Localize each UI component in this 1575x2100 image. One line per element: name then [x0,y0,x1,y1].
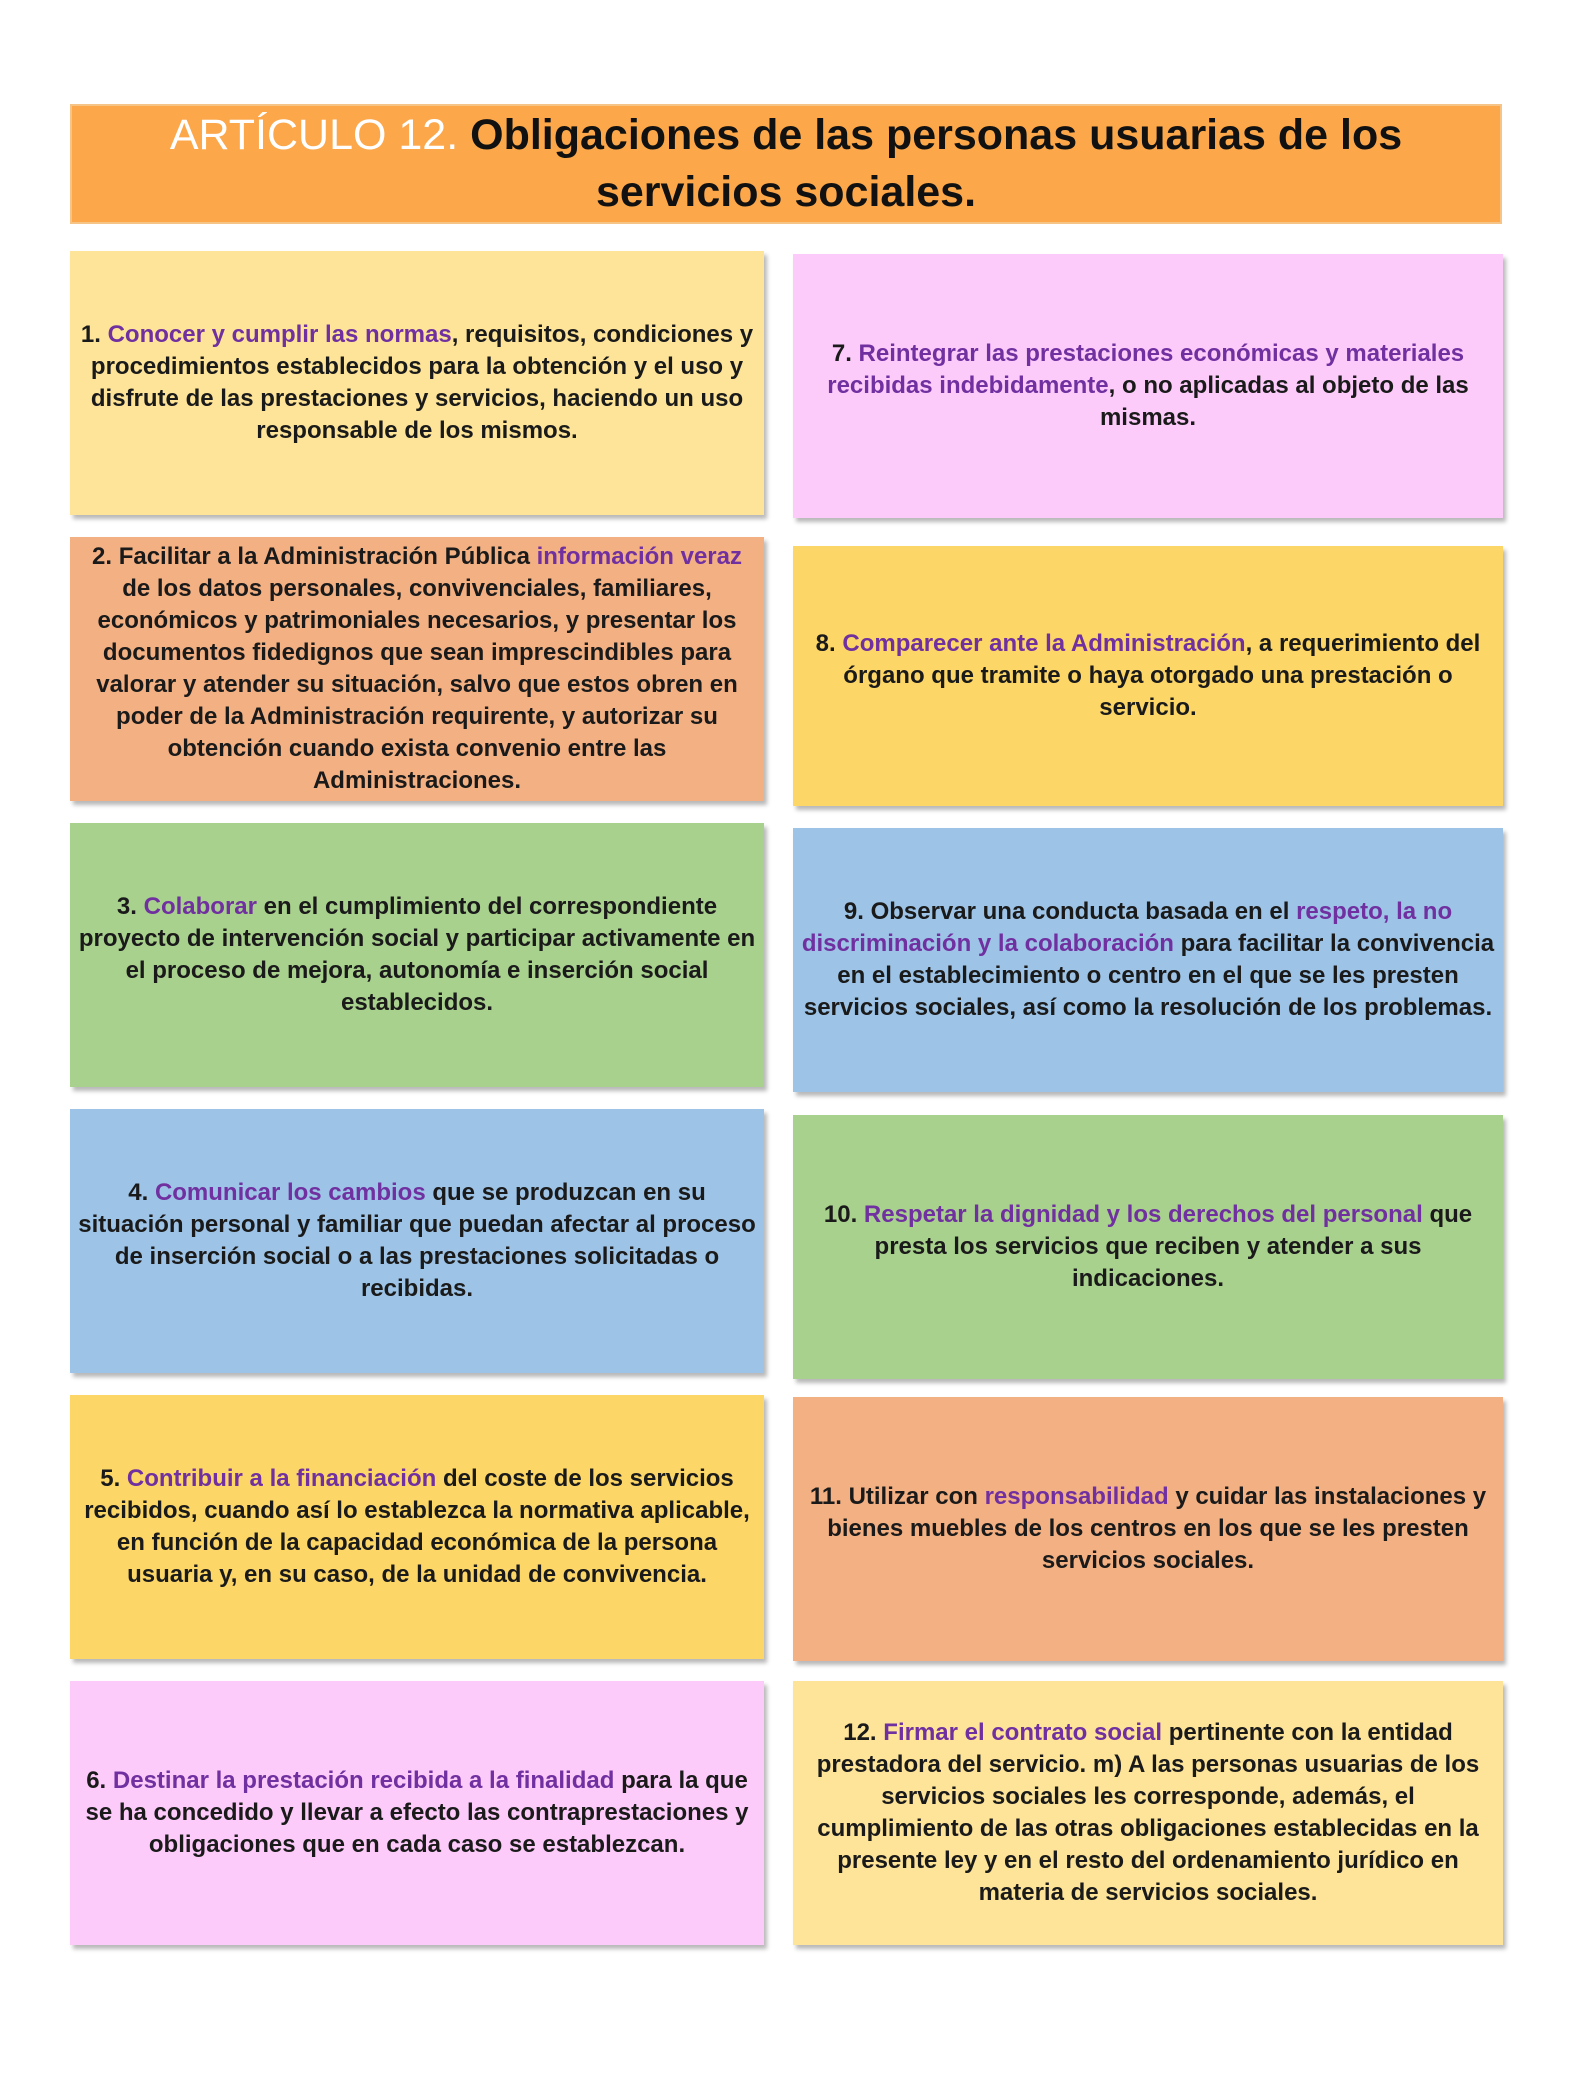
obligation-number: 6. [86,1767,107,1794]
obligation-card-1 [70,251,764,515]
article-title [92,107,1480,221]
obligation-highlight: Firmar el contrato social [883,1719,1163,1746]
article-number: ARTÍCULO 12. [169,111,459,159]
obligation-highlight: Conocer y cumplir las normas [107,321,452,348]
obligation-number: 10. [823,1201,858,1228]
obligation-highlight: Contribuir a la financiación [126,1465,437,1492]
obligation-rest: para facilitar la convivencia en el establecimiento o centro en el que se les presten servicios sociales, así como la resolución de los problemas. [803,930,1495,1021]
obligation-card-9 [793,828,1503,1092]
obligation-intro: Utilizar con [848,1483,978,1510]
obligation-text [801,896,1495,1024]
obligation-text [78,541,756,797]
obligation-highlight: respeto, la no discriminación y la colaboración [801,898,1453,957]
obligation-highlight: Reintegrar las prestaciones económicas y materiales recibidas indebidamente [827,340,1465,399]
obligation-number: 8. [815,630,836,657]
obligation-number: 4. [128,1179,149,1206]
obligation-rest: en el cumplimiento del correspondiente proyecto de intervención social y participar activamente en el proceso de mejora, autonomía e inserción social establecidos. [78,893,756,1016]
obligation-highlight: Destinar la prestación recibida a la finalidad [112,1767,615,1794]
obligation-text [801,628,1495,724]
obligation-rest: para la que se ha concedido y llevar a efecto las contraprestaciones y obligaciones que en cada caso se establezcan. [85,1767,749,1858]
obligation-card-3 [70,823,764,1087]
obligation-intro: Observar una conducta basada en el [870,898,1290,925]
obligation-card-4 [70,1109,764,1373]
obligation-number: 3. [116,893,137,920]
obligation-highlight: Comparecer ante la Administración [842,630,1246,657]
obligation-card-7 [793,254,1503,518]
obligation-number: 11. [809,1483,842,1510]
obligation-text [78,1177,756,1305]
obligation-number: 5. [100,1465,121,1492]
obligation-rest: , a requerimiento del órgano que tramite o haya otorgado una prestación o servicio. [843,630,1481,721]
obligation-number: 2. [92,543,113,570]
obligation-text [801,1481,1495,1577]
obligation-rest: del coste de los servicios recibidos, cuando así lo establezca la normativa aplicable, en función de la capacidad económica de la persona usuaria y, en su caso, de la unidad de convivencia. [84,1465,750,1588]
obligation-card-6 [70,1681,764,1945]
obligation-highlight: Colaborar [143,893,257,920]
obligation-text [78,891,756,1019]
obligation-highlight: Comunicar los cambios [154,1179,426,1206]
obligation-rest: que se produzcan en su situación personal y familiar que puedan afectar al proceso de inserción social o a las prestaciones solicitadas o recibidas. [78,1179,756,1302]
obligation-card-8 [793,546,1503,806]
obligation-rest: que presta los servicios que reciben y atender a sus indicaciones. [874,1201,1473,1292]
article-heading: Obligaciones de las personas usuarias de los servicios sociales. [470,111,1403,216]
obligation-number: 9. [843,898,864,925]
obligation-number: 12. [843,1719,877,1746]
obligation-text [78,1463,756,1591]
obligation-text [78,1765,756,1861]
obligation-rest: , o no aplicadas al objeto de las mismas. [1099,372,1469,431]
obligation-rest: de los datos personales, convivenciales, familiares, económicos y patrimoniales necesarios, y presentar los documentos fidedignos que sean imprescindibles para valorar y atender su situación, salvo que estos obren en poder de la Administración requirente, y autorizar su obtención cuando exista convenio entre las Administraciones. [96,575,738,794]
obligation-text [801,1199,1495,1295]
obligation-number: 1. [80,321,101,348]
obligation-rest: y cuidar las instalaciones y bienes muebles de los centros en los que se les presten servicios sociales. [827,1483,1487,1574]
obligation-intro: Facilitar a la Administración Pública [118,543,530,570]
obligation-text [78,319,756,447]
obligation-text [801,1717,1495,1909]
article-title-banner [70,104,1502,224]
obligation-card-10 [793,1115,1503,1379]
obligation-rest: pertinente con la entidad prestadora del servicio. m) A las personas usuarias de los servicios sociales les corresponde, además, el cumplimiento de las otras obligaciones establecidas en la presente ley y en el resto del ordenamiento jurídico en materia de servicios sociales. [816,1719,1480,1906]
obligation-card-2 [70,537,764,801]
obligation-number: 7. [831,340,852,367]
obligation-highlight: Respetar la dignidad y los derechos del personal [863,1201,1423,1228]
obligation-card-11 [793,1397,1503,1661]
obligation-highlight: información veraz [536,543,742,570]
obligation-text [801,338,1495,434]
obligation-card-12 [793,1681,1503,1945]
obligation-highlight: responsabilidad [984,1483,1169,1510]
obligation-card-5 [70,1395,764,1659]
obligation-rest: , requisitos, condiciones y procedimientos establecidos para la obtención y el uso y disfrute de las prestaciones y servicios, haciendo un uso responsable de los mismos. [90,321,754,444]
